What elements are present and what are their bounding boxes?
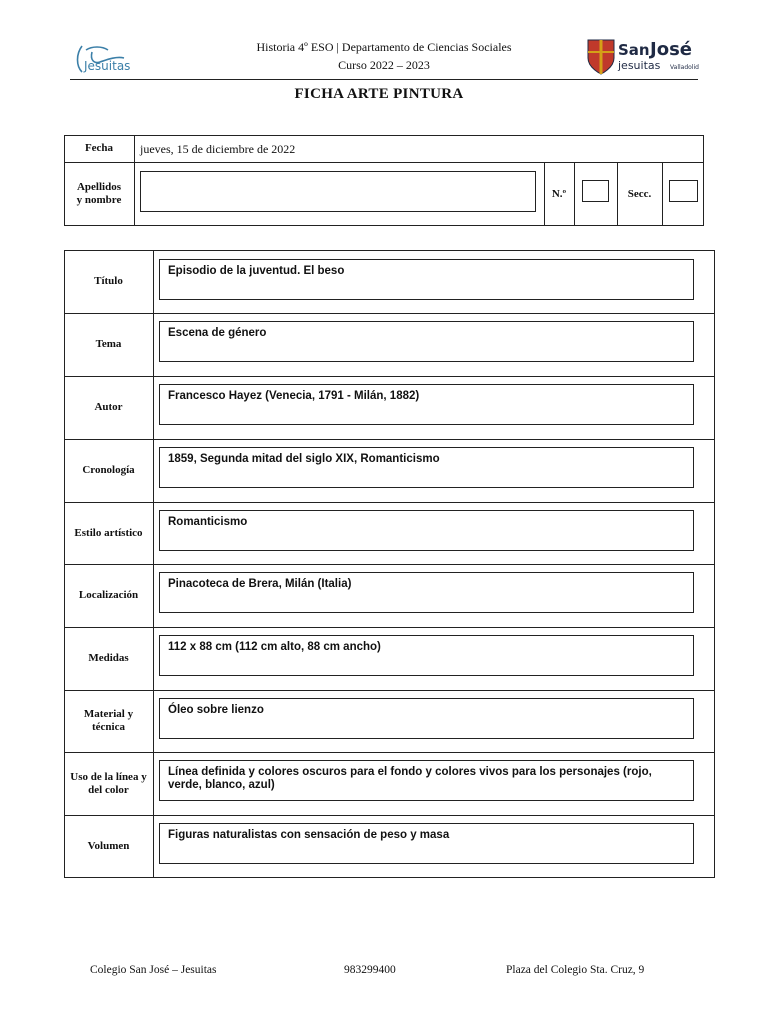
row-divider — [64, 815, 715, 816]
logo-san: San — [618, 41, 650, 59]
row-divider — [64, 627, 715, 628]
volumen-label: Volumen — [87, 840, 130, 852]
row-divider — [64, 502, 715, 503]
row-divider — [64, 564, 715, 565]
tema-label: Tema — [95, 338, 122, 350]
tema-field[interactable]: Escena de género — [159, 321, 694, 362]
localizacion-field[interactable]: Pinacoteca de Brera, Milán (Italia) — [159, 572, 694, 613]
footer-phone: 983299400 — [344, 964, 396, 976]
cronologia-field[interactable]: 1859, Segunda mitad del siglo XIX, Romanticismo — [159, 447, 694, 488]
numero-label: N.º — [551, 187, 567, 200]
row-divider — [64, 690, 715, 691]
divider — [64, 162, 704, 163]
header-line2: Curso 2022 – 2023 — [338, 58, 430, 72]
fecha-label: Fecha — [84, 142, 114, 154]
footer-school: Colegio San José – Jesuitas — [90, 964, 217, 976]
titulo-label: Título — [94, 275, 123, 287]
nombre-label-line1: Apellidos — [76, 181, 121, 193]
seccion-label: Secc. — [627, 187, 652, 200]
logo-city: Valladolid — [670, 64, 699, 71]
estilo-label: Estilo artístico — [74, 526, 143, 539]
numero-input[interactable] — [582, 180, 609, 202]
header-text — [200, 38, 568, 74]
nombre-label — [64, 162, 134, 226]
jesuitas-logo — [72, 40, 142, 80]
page-title: FICHA ARTE PINTURA — [294, 86, 464, 102]
row-divider — [64, 752, 715, 753]
header-divider — [70, 79, 698, 80]
autor-label: Autor — [94, 401, 123, 413]
cronologia-label: Cronología — [82, 464, 135, 476]
material-field[interactable]: Óleo sobre lienzo — [159, 698, 694, 739]
linea-color-field[interactable]: Línea definida y colores oscuros para el fondo y colores vivos para los personajes (rojo, verde, blanco, azul) — [159, 760, 694, 801]
logo-jose: José — [650, 39, 692, 60]
material-label: Material y técnica — [83, 708, 134, 733]
estilo-field[interactable]: Romanticismo — [159, 510, 694, 551]
nombre-label-line2: y nombre — [76, 194, 122, 206]
nombre-input[interactable] — [140, 171, 536, 212]
divider — [662, 162, 663, 226]
san-jose-logo — [586, 38, 702, 76]
divider — [134, 135, 135, 226]
footer-address: Plaza del Colegio Sta. Cruz, 9 — [506, 964, 645, 976]
volumen-field[interactable]: Figuras naturalistas con sensación de peso y masa — [159, 823, 694, 864]
logo-jesuitas: jesuitas — [618, 59, 661, 72]
seccion-input[interactable] — [669, 180, 698, 202]
titulo-field[interactable]: Episodio de la juventud. El beso — [159, 259, 694, 300]
divider — [574, 162, 575, 226]
autor-field[interactable]: Francesco Hayez (Venecia, 1791 - Milán, 1882) — [159, 384, 694, 425]
jesuitas-logo-text: Jesuitas — [84, 59, 131, 73]
localizacion-label: Localización — [78, 589, 139, 601]
row-divider — [64, 376, 715, 377]
row-divider — [64, 439, 715, 440]
medidas-label: Medidas — [88, 652, 129, 664]
linea-color-label: Uso de la línea y del color — [70, 770, 147, 796]
fecha-value: jueves, 15 de diciembre de 2022 — [140, 142, 296, 156]
row-divider — [64, 313, 715, 314]
medidas-field[interactable]: 112 x 88 cm (112 cm alto, 88 cm ancho) — [159, 635, 694, 676]
header-line1: Historia 4º ESO | Departamento de Ciencias Sociales — [256, 40, 512, 54]
